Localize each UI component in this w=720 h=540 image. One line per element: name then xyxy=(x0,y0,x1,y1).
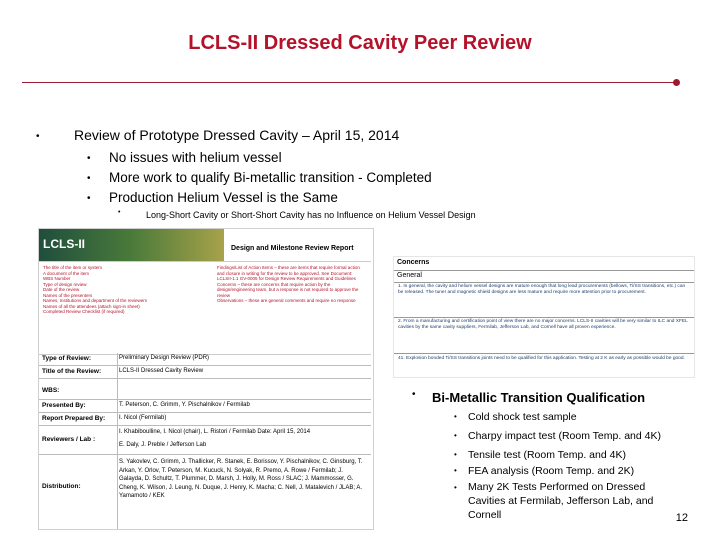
legend-item: Observations – these are general comments and require no response xyxy=(217,298,356,303)
concerns-image xyxy=(393,256,695,378)
bullet-marker: • xyxy=(454,450,457,459)
legend-item: Completed Review Checklist (if required) xyxy=(43,309,125,314)
divider-end-dot xyxy=(673,79,680,86)
row-label: Type of Review: xyxy=(42,355,92,362)
legend-item: Names of all the attendees (attach sign-in sheet) xyxy=(43,303,140,309)
bullet-marker: • xyxy=(87,193,91,204)
bullet-review-prototype: Review of Prototype Dressed Cavity – April 15, 2014 xyxy=(74,127,400,143)
table-row xyxy=(39,455,371,529)
bimetallic-item-cold-shock: Cold shock test sample xyxy=(468,411,577,423)
table-row xyxy=(39,366,371,379)
table-row xyxy=(39,400,371,413)
table-row xyxy=(39,379,371,400)
bimetallic-item-fea: FEA analysis (Room Temp. and 2K) xyxy=(468,465,635,477)
report-heading: Design and Milestone Review Report xyxy=(231,245,354,252)
divider xyxy=(394,270,694,271)
bullet-no-issues: No issues with helium vessel xyxy=(109,150,282,165)
report-legend xyxy=(39,261,371,355)
bullet-marker: • xyxy=(87,173,91,184)
legend-item: Concerns – these are concerns that require action by the design/engineering team, but a response is not required to approve the review xyxy=(217,281,359,298)
row-label: Presented By: xyxy=(42,402,86,409)
legend-item: Findings/List of Action Items – these are items that require formal action and closure in writing for the review to be approved. See Document: LCLSII-1.1 GV-0005 for Design Review Requirements and Guidelines xyxy=(217,265,360,281)
bullet-marker: • xyxy=(454,412,457,421)
legend-item: The title of the item or system xyxy=(43,265,103,270)
page-number: 12 xyxy=(675,512,688,524)
divider xyxy=(394,282,694,283)
bullet-production-vessel: Production Helium Vessel is the Same xyxy=(109,190,338,205)
legend-item: Names of the presenters xyxy=(43,292,93,298)
lcls-logo: LCLS-II xyxy=(43,237,85,251)
legend-item: Type of design review xyxy=(43,281,87,287)
table-row xyxy=(39,413,371,426)
bullet-marker: • xyxy=(412,389,416,400)
row-value: T. Peterson, C. Grimm, Y. Pischalnikov / Fermilab xyxy=(119,402,250,408)
bullet-marker: • xyxy=(454,483,457,492)
bullet-more-work: More work to qualify Bi-metallic transition - Completed xyxy=(109,170,432,185)
legend-item: Date of the review xyxy=(43,287,80,292)
concern-item: 2. From a manufacturing and certification point of view there are no major concerns. LCLS-II cavities will be very similar to ILC and XFEL cavities by the same cavity suppliers, Fermilab, Jefferson Lab, and Cornell have all proven experience. xyxy=(398,319,688,330)
table-row xyxy=(39,353,371,366)
row-label: Reviewers / Lab : xyxy=(42,436,96,443)
row-value: I. Nicol (Fermilab) xyxy=(119,415,167,421)
row-value: Preliminary Design Review (PDR) xyxy=(119,355,210,361)
slide-title: LCLS-II Dressed Cavity Peer Review xyxy=(188,32,532,54)
divider xyxy=(394,317,694,318)
row-value: E. Daly, J. Preble / Jefferson Lab xyxy=(119,442,207,448)
bullet-marker: • xyxy=(454,431,457,440)
bimetallic-item-2k-tests: Many 2K Tests Performed on Dressed Cavities at Fermilab, Jefferson Lab, and Cornell xyxy=(468,481,654,521)
concern-item: 1. In general, the cavity and helium vessel designs are mature enough that long lead procurements (bellows, Ti/SS transitions, etc.) can be released. The tuner and magnetic shield designs are less mature and require more attention prior to procurement. xyxy=(398,284,686,295)
bullet-marker: • xyxy=(36,131,40,142)
legend-item: A document of the item xyxy=(43,270,90,276)
bullet-marker: • xyxy=(454,466,457,475)
bimetallic-item-charpy: Charpy impact test (Room Temp. and 4K) xyxy=(468,430,661,442)
row-label: Title of the Review: xyxy=(42,368,102,375)
bullet-long-short-cavity: Long-Short Cavity or Short-Short Cavity has no Influence on Helium Vessel Design xyxy=(146,210,476,220)
concern-item: 41. Explosion bonded Ti/SS transitions joints need to be qualified for this application. Testing at 2 K as early as possible would be good. xyxy=(398,356,685,361)
general-label: General xyxy=(397,272,422,279)
bimetallic-item-tensile: Tensile test (Room Temp. and 4K) xyxy=(468,449,626,461)
legend-item: WBS Number xyxy=(43,276,71,281)
review-report-image xyxy=(38,228,374,530)
row-label: WBS: xyxy=(42,387,60,394)
bimetallic-heading: Bi-Metallic Transition Qualification xyxy=(432,390,646,405)
divider xyxy=(394,353,694,354)
title-divider xyxy=(22,82,677,83)
table-row xyxy=(39,426,371,455)
row-value: S. Yakovlev, C. Grimm, J. Thallicker, R. Stanek, E. Borissov, Y. Pischalnikov, C. Ginsburg, T. Arkan, Y. Orlov, T. Peterson, M. Kucuck, N. Solyak, R. Premo, A. Rowe / Fermilab; J. Galayda, D. Schultz, T. Plummer, D. Marsh, J. Holly, M. Ross / SLAC; J. Mammosser, G. Cheng, K. Wilson, J. Leung, N. Duque, J. Henry, K. Macha; C. Nell, J. Matalevich / JLAB; A. Yamamoto / KEK xyxy=(119,459,363,499)
legend-item: Names, Institutions and department of the reviewers xyxy=(43,298,148,303)
concerns-label: Concerns xyxy=(397,259,430,266)
row-value: LCLS-II Dressed Cavity Review xyxy=(119,368,204,374)
bullet-marker: • xyxy=(87,153,91,164)
row-label: Report Prepared By: xyxy=(42,415,106,422)
row-label: Distribution: xyxy=(42,483,81,490)
bullet-marker: • xyxy=(118,209,121,216)
row-value: I. Khabiboulline, I. Nicol (chair), L. Ristori / Fermilab Date: April 15, 2014 xyxy=(119,429,311,435)
